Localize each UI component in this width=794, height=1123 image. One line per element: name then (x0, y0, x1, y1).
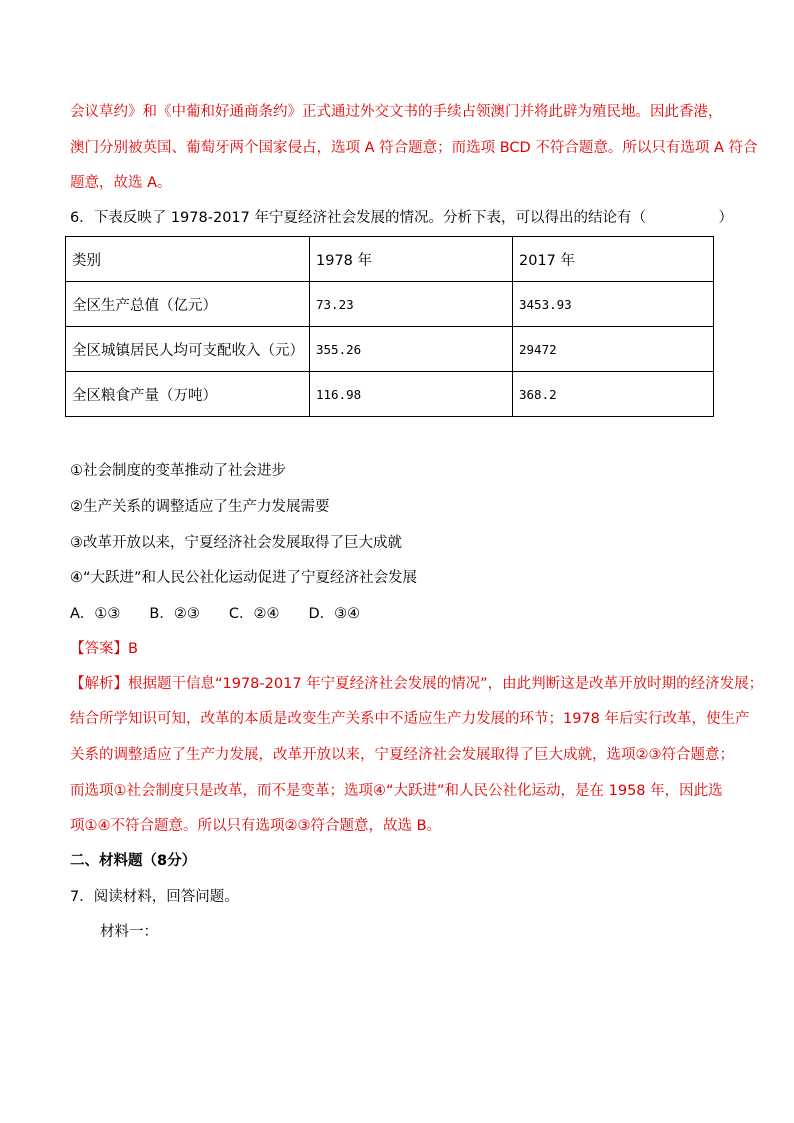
table-cell: 368.2 (513, 372, 714, 417)
table-cell: 全区城镇居民人均可支配收入（元） (66, 327, 310, 372)
answer-choices: A．①③ B．②③ C．②④ D．③④ (70, 606, 361, 622)
question-6-stem: 6．下表反映了 1978-2017 年宁夏经济社会发展的情况。分析下表，可以得出的结论有（ ） (70, 210, 733, 226)
table-cell: 全区粮食产量（万吨） (66, 372, 310, 417)
table-cell: 3453.93 (513, 282, 714, 327)
option-2: ②生产关系的调整适应了生产力发展需要 (70, 499, 330, 515)
table-cell: 2017 年 (513, 237, 714, 282)
table-cell: 1978 年 (310, 237, 513, 282)
option-4: ④“大跃进”和人民公社化运动促进了宁夏经济社会发展 (70, 570, 418, 586)
table-row (66, 282, 714, 327)
material-1-label: 材料一： (100, 924, 158, 940)
analysis-line-1: 【解析】根据题干信息“1978-2017 年宁夏经济社会发展的情况”，由此判断这是改革开放时期的经济发展； (70, 676, 764, 692)
analysis-line-5: 项①④不符合题意。所以只有选项②③符合题意，故选 B。 (70, 818, 442, 834)
data-table (65, 236, 714, 417)
prev-answer-line-2: 澳门分别被英国、葡萄牙两个国家侵占，选项 A 符合题意；而选项 BCD 不符合题意。所以只有选项 A 符合 (70, 140, 758, 156)
table-cell: 116.98 (310, 372, 513, 417)
table-cell: 355.26 (310, 327, 513, 372)
analysis-line-3: 关系的调整适应了生产力发展，改革开放以来，宁夏经济社会发展取得了巨大成就，选项②③符合题意； (70, 747, 734, 763)
prev-answer-line-1: 会议草约》和《中葡和好通商条约》正式通过外交文书的手续占领澳门并将此辟为殖民地。因此香港， (70, 104, 723, 120)
prev-answer-line-3: 题意，故选 A。 (70, 175, 172, 191)
table-cell: 73.23 (310, 282, 513, 327)
question-7-stem: 7．阅读材料，回答问题。 (70, 889, 239, 905)
table-row (66, 372, 714, 417)
answer-label: 【答案】B (70, 641, 138, 657)
table-cell: 类别 (66, 237, 310, 282)
table-cell: 全区生产总值（亿元） (66, 282, 310, 327)
table-header-row (66, 237, 714, 282)
section-2-title: 二、材料题（8分） (70, 853, 197, 869)
table-row (66, 327, 714, 372)
option-1: ①社会制度的变革推动了社会进步 (70, 463, 286, 479)
option-3: ③改革开放以来，宁夏经济社会发展取得了巨大成就 (70, 535, 402, 551)
analysis-line-4: 而选项①社会制度只是改革，而不是变革；选项④“大跃进”和人民公社化运动，是在 1958 年，因此选 (70, 783, 723, 799)
table-cell: 29472 (513, 327, 714, 372)
analysis-line-2: 结合所学知识可知，改革的本质是改变生产关系中不适应生产力发展的环节；1978 年后实行改革，使生产 (70, 711, 750, 727)
